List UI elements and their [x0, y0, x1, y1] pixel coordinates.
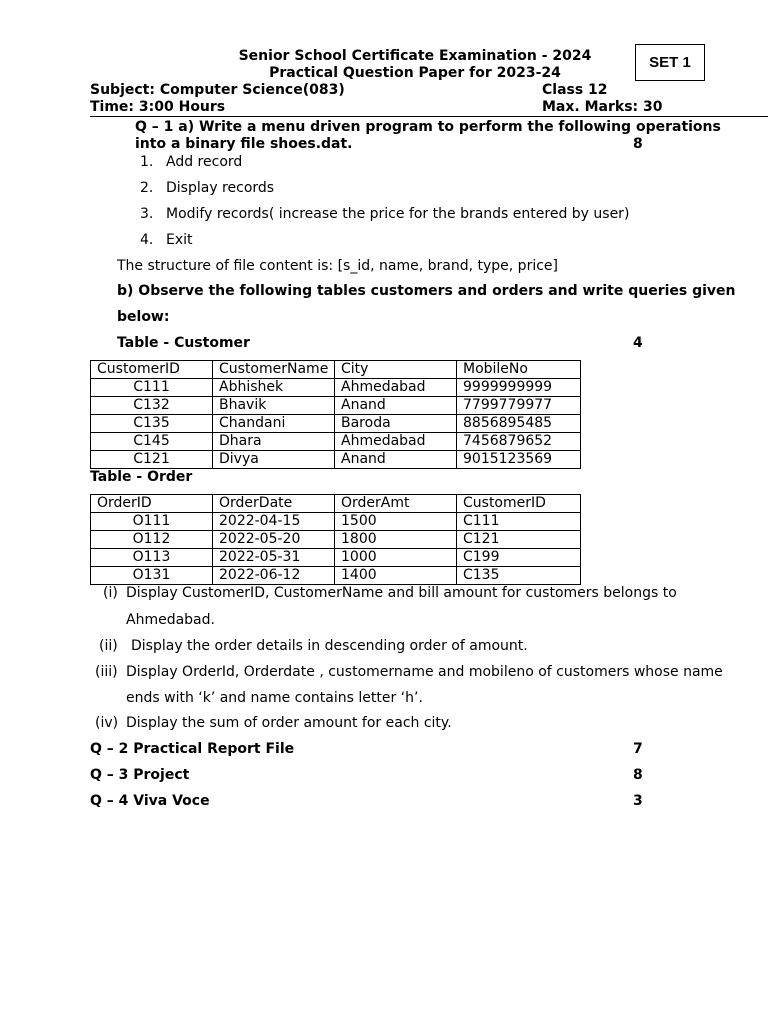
table-cell: 7799779977: [457, 397, 581, 415]
table-row: [91, 397, 581, 415]
table-row: [91, 513, 581, 531]
table-row: [91, 433, 581, 451]
table-cell: C145: [91, 433, 213, 451]
table-cell: 7456879652: [457, 433, 581, 451]
table-cell: 2022-05-31: [213, 549, 335, 567]
table-cell: Anand: [335, 397, 457, 415]
query-text: Display CustomerID, CustomerName and bill amount for customers belongs to: [126, 585, 677, 601]
table-cell: O112: [91, 531, 213, 549]
table-cell: 8856895485: [457, 415, 581, 433]
table-cell: C135: [457, 567, 581, 585]
table-cell: Anand: [335, 451, 457, 469]
table-cell: 1400: [335, 567, 457, 585]
table-cell: O131: [91, 567, 213, 585]
table-cell: 2022-06-12: [213, 567, 335, 585]
table-cell: C199: [457, 549, 581, 567]
table-cell: 2022-05-20: [213, 531, 335, 549]
table-cell: Abhishek: [213, 379, 335, 397]
table-header-cell: OrderAmt: [335, 495, 457, 513]
table-row: [91, 549, 581, 567]
query-text: ends with ‘k’ and name contains letter ‘h’.: [126, 690, 423, 706]
query-text: Ahmedabad.: [126, 612, 215, 628]
class-label: Class 12: [542, 82, 608, 98]
table-cell: 2022-04-15: [213, 513, 335, 531]
time: Time: 3:00 Hours: [90, 99, 226, 115]
menu-item: 3. Modify records( increase the price for the brands entered by user): [140, 206, 630, 222]
table-cell: Ahmedabad: [335, 379, 457, 397]
query-num: (iii): [95, 664, 118, 680]
table-cell: Divya: [213, 451, 335, 469]
table-header-row: [91, 495, 581, 513]
file-structure: The structure of file content is: [s_id, name, brand, type, price]: [117, 258, 558, 274]
table-header-cell: CustomerID: [91, 361, 213, 379]
q4-label: Q – 4 Viva Voce: [90, 793, 210, 809]
table-cell: O113: [91, 549, 213, 567]
max-marks: Max. Marks: 30: [542, 99, 663, 115]
table-header-cell: CustomerID: [457, 495, 581, 513]
query-text: Display the sum of order amount for each city.: [126, 715, 452, 731]
table-row: [91, 531, 581, 549]
set-label: SET 1: [635, 44, 705, 81]
order-table: [90, 494, 581, 585]
table-header-cell: CustomerName: [213, 361, 335, 379]
q1b-marks: 4: [633, 335, 643, 351]
table-cell: C111: [91, 379, 213, 397]
table-header-cell: OrderDate: [213, 495, 335, 513]
q1b-line1: b) Observe the following tables customers and orders and write queries given: [117, 283, 736, 299]
table-cell: C121: [91, 451, 213, 469]
table-header-cell: OrderID: [91, 495, 213, 513]
table-row: [91, 451, 581, 469]
query-num: (i): [103, 585, 118, 601]
q1a-marks: 8: [633, 136, 643, 152]
q1b-line2: below:: [117, 309, 170, 325]
customer-table: [90, 360, 581, 469]
header-rule: [90, 116, 768, 117]
table-cell: C121: [457, 531, 581, 549]
q1a-line1: Q – 1 a) Write a menu driven program to perform the following operations: [135, 119, 721, 135]
table-cell: Dhara: [213, 433, 335, 451]
table-row: [91, 379, 581, 397]
table-cell: 9015123569: [457, 451, 581, 469]
exam-title: Senior School Certificate Examination - 2024: [238, 48, 592, 64]
order-table-title: Table - Order: [90, 469, 193, 485]
customer-table-title: Table - Customer: [117, 335, 250, 351]
table-cell: 9999999999: [457, 379, 581, 397]
query-text: Display OrderId, Orderdate , customername and mobileno of customers whose name: [126, 664, 723, 680]
menu-item: 1. Add record: [140, 154, 243, 170]
query-num: (ii): [99, 638, 118, 654]
table-header-cell: MobileNo: [457, 361, 581, 379]
table-cell: 1500: [335, 513, 457, 531]
table-cell: Baroda: [335, 415, 457, 433]
table-cell: C135: [91, 415, 213, 433]
table-cell: O111: [91, 513, 213, 531]
table-header-cell: City: [335, 361, 457, 379]
menu-item: 2. Display records: [140, 180, 275, 196]
table-row: [91, 415, 581, 433]
q3-marks: 8: [633, 767, 643, 783]
table-header-row: [91, 361, 581, 379]
menu-item: 4. Exit: [140, 232, 193, 248]
paper-title: Practical Question Paper for 2023-24: [269, 65, 561, 81]
table-cell: Bhavik: [213, 397, 335, 415]
table-cell: Chandani: [213, 415, 335, 433]
table-cell: Ahmedabad: [335, 433, 457, 451]
table-cell: C111: [457, 513, 581, 531]
subject: Subject: Computer Science(083): [90, 82, 345, 98]
query-text: Display the order details in descending order of amount.: [131, 638, 528, 654]
q1a-line2: into a binary file shoes.dat.: [135, 136, 353, 152]
table-cell: C132: [91, 397, 213, 415]
table-cell: 1000: [335, 549, 457, 567]
q2-marks: 7: [633, 741, 643, 757]
q3-label: Q – 3 Project: [90, 767, 190, 783]
table-row: [91, 567, 581, 585]
query-num: (iv): [95, 715, 119, 731]
q4-marks: 3: [633, 793, 643, 809]
q2-label: Q – 2 Practical Report File: [90, 741, 295, 757]
table-cell: 1800: [335, 531, 457, 549]
